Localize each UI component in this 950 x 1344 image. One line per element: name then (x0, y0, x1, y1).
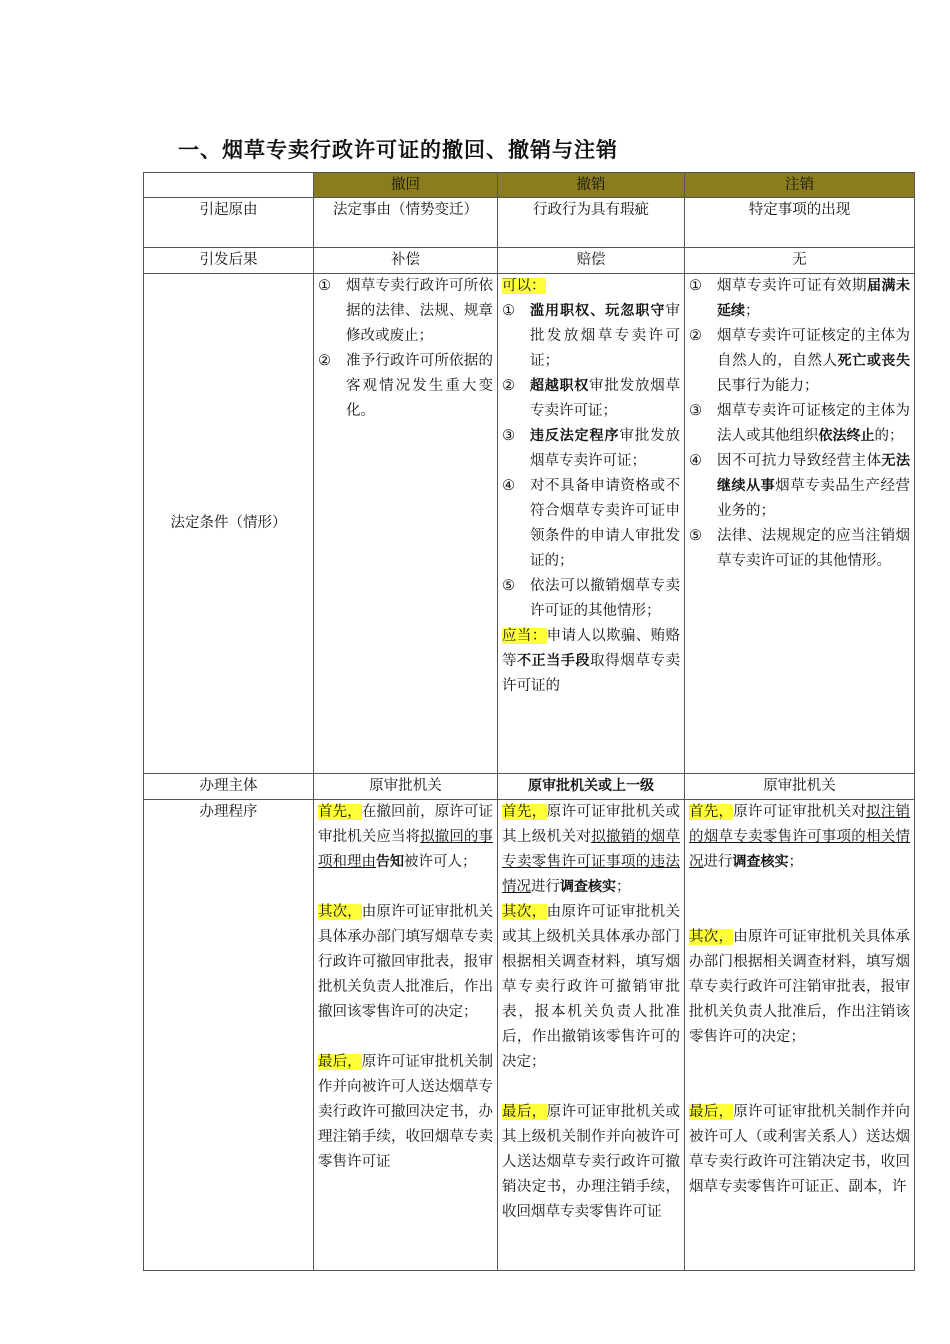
cause-revoke: 法定事由（情势变迁） (314, 198, 498, 248)
procedure-row (144, 800, 915, 1271)
body-label: 办理主体 (144, 774, 314, 800)
list-item: ④ 因不可抗力导致经营主体无法继续从事烟草专卖品生产经营业务的； (689, 453, 911, 519)
cause-annul: 特定事项的出现 (685, 198, 915, 248)
consequence-cancel: 赔偿 (498, 248, 685, 274)
may-label: 可以： (502, 278, 546, 294)
list-item: ① 滥用职权、玩忽职守审批发放烟草专卖许可证； (502, 303, 680, 369)
list-item: ⑤ 依法可以撤销烟草专卖许可证的其他情形； (502, 578, 680, 619)
comparison-table (143, 172, 915, 1271)
list-item: ⑤ 法律、法规规定的应当注销烟草专卖许可证的其他情形。 (689, 528, 910, 569)
header-blank-cell (144, 173, 314, 198)
must-clause: 应当：申请人以欺骗、贿赂等不正当手段取得烟草专卖许可证的 (502, 628, 681, 694)
list-item: ③ 违反法定程序审批发放烟草专卖许可证； (502, 428, 681, 469)
body-revoke: 原审批机关 (314, 774, 498, 800)
list-item: ④ 对不具备申请资格或不符合烟草专卖许可证申领条件的申请人审批发证的； (502, 478, 680, 569)
body-cancel: 原审批机关或上一级 (498, 774, 685, 800)
consequence-annul: 无 (685, 248, 915, 274)
body-annul: 原审批机关 (685, 774, 915, 800)
conditions-row (144, 274, 915, 774)
conditions-label: 法定条件（情形） (144, 274, 314, 774)
consequence-row (144, 248, 915, 274)
list-item: ② 超越职权审批发放烟草专卖许可证； (502, 378, 681, 419)
conditions-annul (685, 274, 915, 774)
conditions-revoke (314, 274, 498, 774)
procedure-label: 办理程序 (144, 800, 314, 1271)
page-title: 一、烟草专卖行政许可证的撤回、撤销与注销 (178, 138, 618, 162)
procedure-annul: 首先，原许可证审批机关对拟注销的烟草专卖零售许可事项的相关情况进行调查核实； 其次，由原许可证审批机关具体承办部门根据相关调查材料，填写烟草专卖行政许可注销审批表，报审批机关负责人批准后，作出注销该零售许可的决定； 最后，原许可证审批机关制作并向被许可人（或利害关系人）送达烟草专卖行政许可注销决定书，收回烟草专卖零售许可证正、副本，许 (685, 800, 915, 1271)
header-annul: 注销 (685, 173, 915, 198)
conditions-cancel (498, 274, 685, 774)
list-item: ① 烟草专卖行政许可所依据的法律、法规、规章修改或废止； (318, 278, 493, 344)
procedure-cancel: 首先，原许可证审批机关或其上级机关对拟撤销的烟草专卖零售许可证事项的违法情况进行调查核实； 其次，由原许可证审批机关或其上级机关具体承办部门根据相关调查材料，填写烟草专卖行政许可撤销审批表，报本机关负责人批准后，作出撤销该零售许可的决定； 最后，原许可证审批机关或其上级机关制作并向被许可人送达烟草专卖行政许可撤销决定书，办理注销手续，收回烟草专卖零售许可证 (498, 800, 685, 1271)
list-item: ① 烟草专卖许可证有效期届满未延续； (689, 278, 910, 319)
header-revoke: 撤回 (314, 173, 498, 198)
consequence-revoke: 补偿 (314, 248, 498, 274)
list-item: ② 准予行政许可所依据的客观情况发生重大变化。 (318, 353, 493, 419)
list-item: ② 烟草专卖许可证核定的主体为自然人的，自然人死亡或丧失民事行为能力； (689, 328, 911, 394)
cause-cancel: 行政行为具有瑕疵 (498, 198, 685, 248)
header-cancel: 撤销 (498, 173, 685, 198)
consequence-label: 引发后果 (144, 248, 314, 274)
cause-row (144, 198, 915, 248)
body-row (144, 774, 915, 800)
cause-label: 引起原由 (144, 198, 314, 248)
header-row (144, 173, 915, 198)
list-item: ③ 烟草专卖许可证核定的主体为法人或其他组织依法终止的； (689, 403, 910, 444)
procedure-revoke: 首先，在撤回前，原许可证审批机关应当将拟撤回的事项和理由告知被许可人； 其次，由原许可证审批机关具体承办部门填写烟草专卖行政许可撤回审批表，报审批机关负责人批准后，作出撤回该零售许可的决定； 最后，原许可证审批机关制作并向被许可人送达烟草专卖行政许可撤回决定书，办理注销手续，收回烟草专卖零售许可证 (314, 800, 498, 1271)
